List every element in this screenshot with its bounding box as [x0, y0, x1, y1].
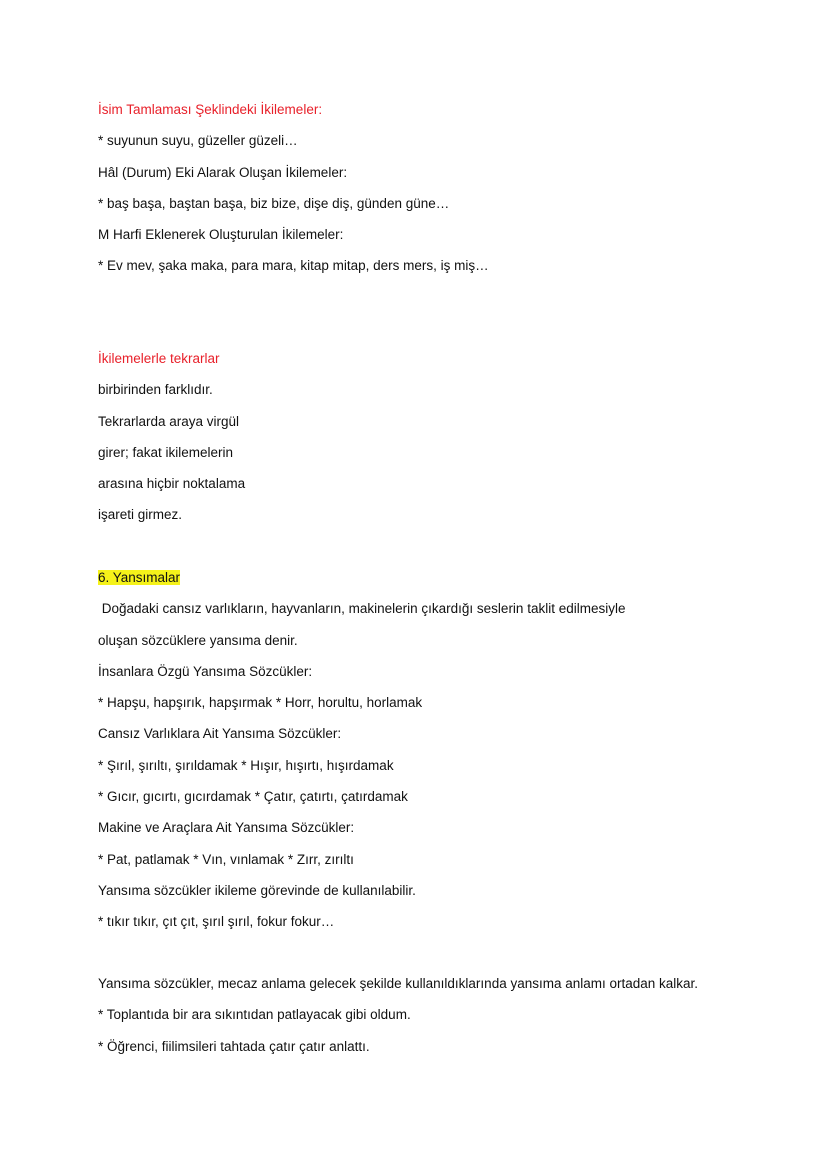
subheading-cansiz: Cansız Varlıklara Ait Yansıma Sözcükler:	[98, 726, 342, 742]
heading-yansimalar: 6. Yansımalar	[98, 570, 181, 585]
text-line: Yansıma sözcükler, mecaz anlama gelecek şekilde kullanıldıklarında yansıma anlamı ortadan kalkar.	[98, 976, 699, 991]
text-line: Yansıma sözcükler ikileme görevinde de kullanılabilir.	[98, 882, 416, 898]
text-line: birbirinden farklıdır.	[98, 382, 213, 398]
subheading-hal-eki: Hâl (Durum) Eki Alarak Oluşan İkilemeler:	[98, 164, 348, 180]
text-line: arasına hiçbir noktalama	[98, 476, 246, 492]
tekrar-note-section	[98, 343, 245, 531]
definition-line: Doğadaki cansız varlıkların, hayvanların, makinelerin çıkardığı seslerin taklit edilmesiyle	[98, 601, 626, 617]
example-line: * tıkır tıkır, çıt çıt, şırıl şırıl, fokur fokur…	[98, 914, 335, 930]
example-line: * suyunun suyu, güzeller güzeli…	[98, 133, 298, 149]
definition-line: oluşan sözcüklere yansıma denir.	[98, 632, 298, 648]
ikileme-types-section	[98, 94, 489, 282]
subheading-makine: Makine ve Araçlara Ait Yansıma Sözcükler:	[98, 820, 355, 836]
yansimalar-section	[98, 562, 625, 938]
text-line: işareti girmez.	[98, 507, 183, 523]
example-line: * Gıcır, gıcırtı, gıcırdamak * Çatır, çatırtı, çatırdamak	[98, 789, 408, 805]
example-line: * Toplantıda bir ara sıkıntıdan patlayacak gibi oldum.	[98, 1007, 411, 1023]
heading-isim-tamlamasi: İsim Tamlaması Şeklindeki İkilemeler:	[98, 102, 323, 117]
text-line: girer; fakat ikilemelerin	[98, 444, 234, 460]
example-line: * Hapşu, hapşırık, hapşırmak * Horr, horultu, horlamak	[98, 695, 423, 711]
example-line: * Ev mev, şaka maka, para mara, kitap mitap, ders mers, iş miş…	[98, 258, 489, 274]
example-line: * baş başa, baştan başa, biz bize, dişe diş, günden güne…	[98, 195, 450, 211]
subheading-insanlara: İnsanlara Özgü Yansıma Sözcükler:	[98, 663, 313, 679]
text-line: Tekrarlarda araya virgül	[98, 413, 240, 429]
example-line: * Öğrenci, fiilimsileri tahtada çatır çatır anlattı.	[98, 1038, 370, 1054]
heading-ikilemelerle-tekrarlar: İkilemelerle tekrarlar	[98, 351, 220, 366]
example-line: * Şırıl, şırıltı, şırıldamak * Hışır, hışırtı, hışırdamak	[98, 757, 394, 773]
mecaz-section	[98, 968, 698, 1062]
subheading-m-harfi: M Harfi Eklenerek Oluşturulan İkilemeler:	[98, 227, 344, 243]
example-line: * Pat, patlamak * Vın, vınlamak * Zırr, zırıltı	[98, 851, 354, 867]
